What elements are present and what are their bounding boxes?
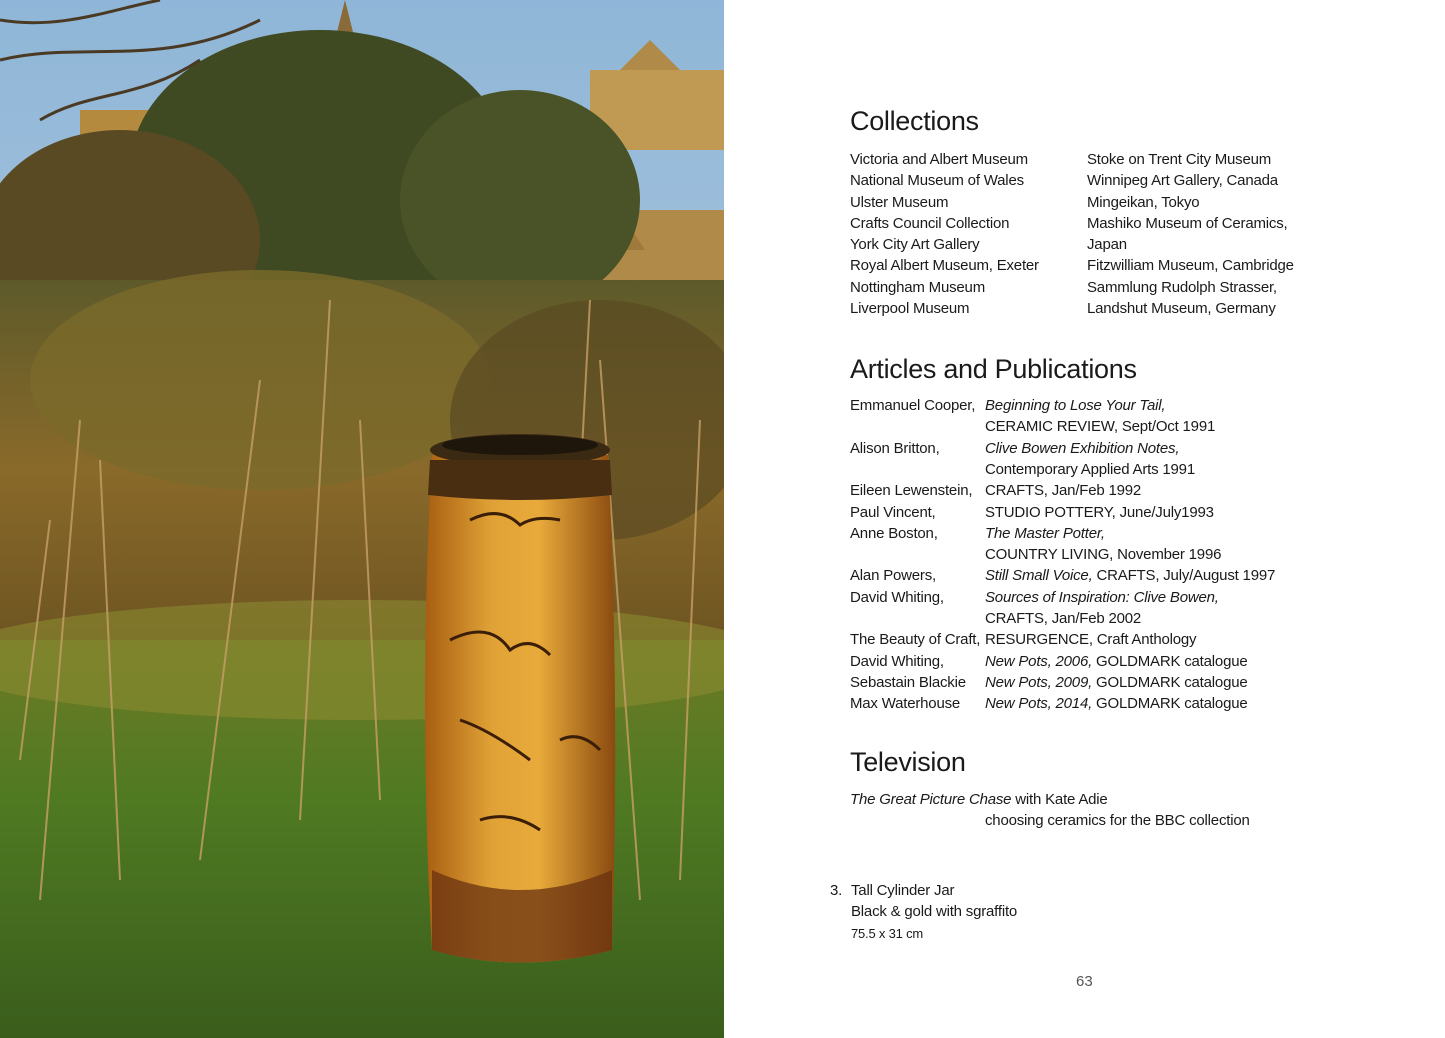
collections-right-list bbox=[1087, 149, 1294, 319]
caption-title: Tall Cylinder Jar bbox=[851, 882, 955, 899]
publication-source: CERAMIC REVIEW, Sept/Oct 1991 bbox=[985, 418, 1216, 436]
list-item: Liverpool Museum bbox=[850, 300, 970, 318]
publication-source: COUNTRY LIVING, November 1996 bbox=[985, 546, 1222, 564]
publication-title-italic: The Master Potter, bbox=[985, 524, 1105, 542]
publication-title-italic: New Pots, 2014, bbox=[985, 695, 1093, 713]
publication-source: CRAFTS, Jan/Feb 1992 bbox=[985, 482, 1142, 500]
publication-title bbox=[985, 589, 1219, 606]
articles-heading: Articles and Publications bbox=[850, 354, 1137, 384]
publication-source: GOLDMARK catalogue bbox=[1092, 673, 1248, 691]
publication-title bbox=[985, 610, 1141, 627]
list-item: Mingeikan, Tokyo bbox=[1087, 193, 1200, 211]
list-item: Fitzwilliam Museum, Cambridge bbox=[1087, 257, 1294, 275]
list-item: Nottingham Museum bbox=[850, 278, 985, 296]
list-item: Victoria and Albert Museum bbox=[850, 151, 1028, 168]
publication-title bbox=[985, 461, 1195, 478]
publication-source: Contemporary Applied Arts 1991 bbox=[985, 460, 1195, 478]
publication-source: CRAFTS, July/August 1997 bbox=[1092, 567, 1276, 585]
publication-title bbox=[985, 482, 1141, 499]
list-item: Stoke on Trent City Museum bbox=[1087, 151, 1272, 168]
publication-title-italic: Beginning to Lose Your Tail, bbox=[985, 397, 1166, 414]
publication-title bbox=[985, 504, 1214, 521]
caption-number: 3. bbox=[830, 882, 843, 899]
list-item: Sammlung Rudolph Strasser, bbox=[1087, 278, 1277, 296]
programme-title: The Great Picture Chase bbox=[850, 791, 1012, 808]
caption-description: Black & gold with sgraffito bbox=[851, 903, 1018, 920]
list-item: Crafts Council Collection bbox=[850, 214, 1010, 232]
publication-source: RESURGENCE, Craft Anthology bbox=[985, 631, 1197, 649]
publication-source: GOLDMARK catalogue bbox=[1092, 695, 1248, 713]
publication-title bbox=[985, 440, 1179, 457]
publication-title bbox=[985, 567, 1275, 584]
publication-title bbox=[985, 674, 1248, 691]
publication-author: Emmanuel Cooper, bbox=[850, 397, 976, 414]
publication-title-italic: Still Small Voice, bbox=[985, 567, 1093, 585]
list-item: Winnipeg Art Gallery, Canada bbox=[1087, 172, 1278, 190]
publication-author: Paul Vincent, bbox=[850, 503, 936, 521]
publication-title bbox=[985, 418, 1215, 435]
publication-author: Alan Powers, bbox=[850, 567, 936, 585]
television-heading: Television bbox=[850, 747, 966, 777]
publication-author: The Beauty of Craft, bbox=[850, 631, 981, 649]
publication-source: CRAFTS, Jan/Feb 2002 bbox=[985, 610, 1142, 627]
publication-author: David Whiting, bbox=[850, 588, 944, 606]
publication-author: Alison Britton, bbox=[850, 439, 940, 457]
text-page bbox=[724, 0, 1445, 1038]
list-item: York City Art Gallery bbox=[850, 236, 980, 254]
publication-author: Max Waterhouse bbox=[850, 695, 961, 713]
publication-title bbox=[985, 631, 1196, 648]
publication-title bbox=[985, 695, 1248, 712]
publication-title bbox=[985, 653, 1248, 670]
publication-author: Anne Boston, bbox=[850, 524, 938, 542]
publication-title-italic: New Pots, 2009, bbox=[985, 673, 1093, 691]
list-item: Ulster Museum bbox=[850, 193, 949, 211]
programme-host: with Kate Adie bbox=[1011, 791, 1108, 808]
publication-source: GOLDMARK catalogue bbox=[1092, 652, 1248, 670]
caption-dimensions: 75.5 x 31 cm bbox=[851, 926, 924, 941]
publication-author: David Whiting, bbox=[850, 652, 944, 670]
list-item: Japan bbox=[1087, 236, 1127, 254]
collections-left-list bbox=[850, 149, 1039, 319]
publication-title bbox=[985, 546, 1221, 563]
list-item: Mashiko Museum of Ceramics, bbox=[1087, 214, 1288, 232]
publication-title-italic: New Pots, 2006, bbox=[985, 652, 1093, 670]
television-description: choosing ceramics for the BBC collection bbox=[985, 812, 1250, 829]
list-item: Landshut Museum, Germany bbox=[1087, 300, 1276, 318]
publication-author: Sebastain Blackie bbox=[850, 673, 966, 691]
collections-heading: Collections bbox=[850, 106, 979, 136]
publication-title-italic: Clive Bowen Exhibition Notes, bbox=[985, 439, 1180, 457]
publication-title bbox=[985, 397, 1165, 414]
list-item: Royal Albert Museum, Exeter bbox=[850, 257, 1039, 275]
publication-title bbox=[985, 525, 1105, 542]
television-programme bbox=[850, 789, 1108, 810]
list-item: National Museum of Wales bbox=[850, 172, 1024, 190]
page-number: 63 bbox=[1076, 973, 1093, 990]
publication-author: Eileen Lewenstein, bbox=[850, 482, 973, 500]
publication-title-italic: Sources of Inspiration: Clive Bowen, bbox=[985, 588, 1219, 606]
publication-source: STUDIO POTTERY, June/July1993 bbox=[985, 503, 1214, 521]
